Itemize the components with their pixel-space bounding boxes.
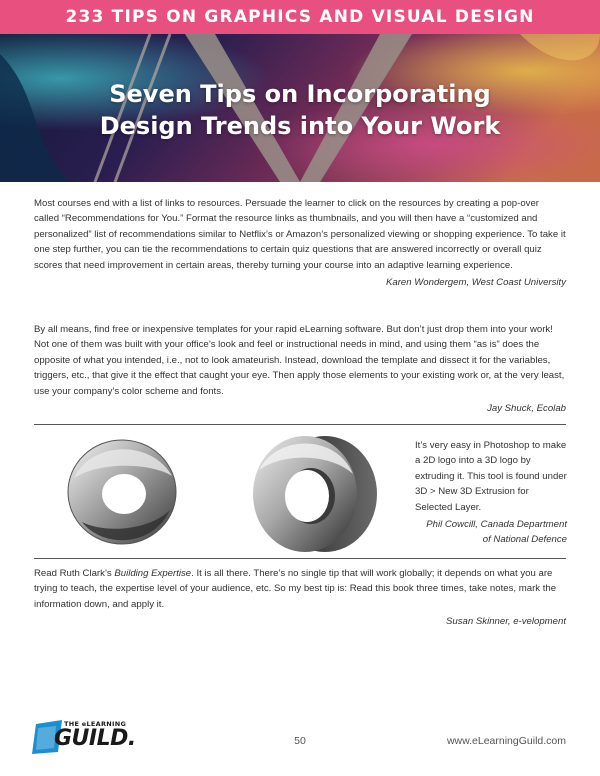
extruded-3d-ring-logo-image [245, 430, 385, 560]
tip-author-line1: Phil Cowcill, Canada Department [426, 519, 567, 531]
tip-2 [34, 322, 566, 414]
divider [34, 424, 566, 425]
tip-1 [34, 196, 566, 288]
tip-4 [34, 566, 566, 627]
divider [34, 558, 566, 559]
tip-author: Karen Wondergem, West Coast University [385, 277, 566, 289]
tip-text: By all means, find free or inexpensive templates for your rapid eLearning software. But don’t just drop them into your work! Not one of them was built with your office’s look and feel or instructional needs in mind, and using them “as is” does the opposite of what you intended, i.e., not to look amateurish. Instead, download the template and dissect it for the variables, triggers, etc., that give it the effect that caught your eye. Then apply those elements to your existing work or, at the very least, use your company’s color scheme and fonts. [34, 324, 565, 397]
top-banner [0, 0, 600, 34]
footer-url-link[interactable]: www.eLearningGuild.com [446, 735, 566, 747]
flat-ring-logo-image [62, 430, 182, 560]
page-title-line2: Design Trends into Your Work [99, 112, 501, 140]
page-number: 50 [294, 735, 306, 747]
tip-3 [415, 438, 567, 548]
logo-wordmark: GUILD. [54, 726, 136, 751]
tip-author: Jay Shuck, Ecolab [487, 403, 566, 415]
tip-text [34, 566, 566, 612]
tip-text: Most courses end with a list of links to resources. Persuade the learner to click on the resources by creating a pop-over called “Recommendations for You.” Format the resource links as thumbnails, and you will then have a “customized and personalized” list of recommendations similar to Netflix’s or Amazon’s personalized viewing or shopping experience. To take it one step further, you can tie the recommendations to certain quiz questions that are answered incorrectly or overall quiz scores that need improvement in certain areas, thereby turning your course into an adaptive learning experience. [34, 198, 566, 271]
tip-text-end: . It is all there. There’s no single tip that will work globally; it depends on what you are trying to teach, the expertise level of your audience, etc. So my best tip is: Read this book three times, take notes, mark the information down, and apply it. [34, 568, 557, 610]
tip-author: Susan Skinner, e-velopment [446, 616, 566, 628]
tip-author [415, 517, 567, 548]
hero-image [0, 34, 600, 182]
logo-small-text: THE eLEARNING [64, 720, 127, 728]
tip-text-start: Read Ruth Clark’s [34, 568, 115, 579]
banner-title: 233 TIPS ON GRAPHICS AND VISUAL DESIGN [65, 7, 535, 27]
page-title [0, 78, 600, 142]
tip-text: It’s very easy in Photoshop to make a 2D logo into a 3D logo by extruding it. This tool is found under 3D > New 3D Extrusion for Selected Layer. [415, 440, 567, 513]
tip-author-line2: of National Defence [482, 534, 567, 546]
page-title-line1: Seven Tips on Incorporating [109, 80, 491, 108]
book-title: Building Expertise [114, 568, 192, 579]
